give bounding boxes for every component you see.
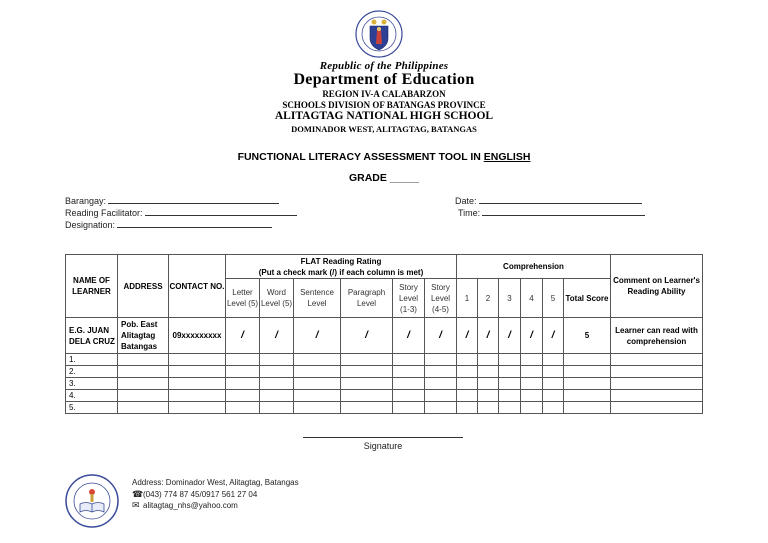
check-mark: / (499, 318, 521, 354)
form-title (0, 151, 768, 163)
input-cell[interactable] (457, 366, 478, 378)
flat-subtitle: (Put a check mark (/) if each column is met) (258, 267, 424, 277)
republic-heading: Republic of the Philippines (319, 60, 449, 72)
example-name: E.G. JUAN DELA CRUZ (66, 318, 118, 354)
input-cell[interactable] (425, 378, 457, 390)
input-cell[interactable] (543, 366, 564, 378)
input-cell[interactable] (393, 390, 425, 402)
example-total-score: 5 (564, 318, 611, 354)
department-heading: Department of Education (293, 71, 475, 88)
header-row-1 (66, 255, 703, 279)
input-cell[interactable] (457, 378, 478, 390)
input-cell[interactable] (478, 354, 499, 366)
input-cell[interactable] (260, 366, 294, 378)
check-mark: / (260, 318, 294, 354)
input-cell[interactable] (260, 378, 294, 390)
reading-facilitator-field[interactable] (65, 207, 297, 218)
check-mark: / (341, 318, 393, 354)
comprehension-5-header: 5 (543, 279, 564, 318)
input-cell[interactable] (226, 354, 260, 366)
input-cell[interactable] (499, 390, 521, 402)
check-mark: / (457, 318, 478, 354)
time-field[interactable] (458, 207, 645, 218)
input-cell[interactable] (478, 378, 499, 390)
form-title-prefix: FUNCTIONAL LITERACY ASSESSMENT TOOL IN (237, 151, 484, 163)
word-level-header: Word Level (5) (260, 279, 294, 318)
barangay-label: Barangay: (65, 196, 107, 206)
flat-reading-header (226, 255, 457, 279)
input-cell[interactable] (226, 402, 260, 414)
comprehension-1-header: 1 (457, 279, 478, 318)
time-label: Time: (458, 208, 481, 218)
check-mark: / (294, 318, 341, 354)
date-field[interactable] (455, 195, 642, 206)
signature-line[interactable] (303, 437, 463, 438)
reading-facilitator-line[interactable] (145, 207, 297, 216)
input-cell[interactable] (543, 402, 564, 414)
row-number: 3. (66, 378, 118, 390)
input-cell[interactable] (341, 366, 393, 378)
example-row (66, 318, 703, 354)
example-contact: 09xxxxxxxxx (169, 318, 226, 354)
example-comment: Learner can read with comprehension (611, 318, 703, 354)
school-logo-icon (65, 474, 119, 528)
input-cell[interactable] (169, 354, 226, 366)
input-cell[interactable] (564, 378, 611, 390)
input-cell[interactable] (457, 390, 478, 402)
input-cell[interactable] (425, 354, 457, 366)
input-cell[interactable] (499, 354, 521, 366)
input-cell[interactable] (118, 390, 169, 402)
footer-phone-line (132, 489, 257, 500)
story-level-4-5-header: Story Level (4-5) (425, 279, 457, 318)
input-cell[interactable] (294, 390, 341, 402)
comprehension-4-header: 4 (521, 279, 543, 318)
input-cell[interactable] (478, 402, 499, 414)
flat-title: FLAT Reading Rating (300, 256, 382, 266)
letter-level-header: Letter Level (5) (226, 279, 260, 318)
story-level-1-3-header: Story Level (1-3) (393, 279, 425, 318)
input-cell[interactable] (169, 378, 226, 390)
input-cell[interactable] (611, 378, 703, 390)
input-cell[interactable] (294, 402, 341, 414)
time-line[interactable] (482, 207, 645, 216)
input-cell[interactable] (457, 402, 478, 414)
input-cell[interactable] (341, 390, 393, 402)
input-cell[interactable] (543, 378, 564, 390)
input-cell[interactable] (499, 366, 521, 378)
input-cell[interactable] (294, 366, 341, 378)
input-cell[interactable] (226, 390, 260, 402)
input-cell[interactable] (478, 390, 499, 402)
table-row (66, 402, 703, 414)
input-cell[interactable] (457, 354, 478, 366)
check-mark: / (543, 318, 564, 354)
footer-phone: (043) 774 87 45/0917 561 27 04 (143, 490, 258, 499)
input-cell[interactable] (478, 366, 499, 378)
check-mark: / (226, 318, 260, 354)
input-cell[interactable] (169, 402, 226, 414)
check-mark: / (425, 318, 457, 354)
input-cell[interactable] (226, 366, 260, 378)
input-cell[interactable] (341, 378, 393, 390)
footer-address: Address: Dominador West, Alitagtag, Batangas (132, 478, 299, 487)
input-cell[interactable] (118, 354, 169, 366)
sentence-level-header: Sentence Level (294, 279, 341, 318)
input-cell[interactable] (393, 354, 425, 366)
input-cell[interactable] (521, 354, 543, 366)
comprehension-3-header: 3 (499, 279, 521, 318)
input-cell[interactable] (294, 354, 341, 366)
barangay-line[interactable] (108, 195, 279, 204)
input-cell[interactable] (294, 378, 341, 390)
input-cell[interactable] (393, 378, 425, 390)
footer-email-line (132, 500, 238, 511)
input-cell[interactable] (260, 354, 294, 366)
assessment-table (65, 254, 703, 414)
designation-line[interactable] (117, 219, 272, 228)
barangay-field[interactable] (65, 195, 279, 206)
comprehension-2-header: 2 (478, 279, 499, 318)
input-cell[interactable] (393, 366, 425, 378)
input-cell[interactable] (393, 402, 425, 414)
input-cell[interactable] (169, 390, 226, 402)
total-score-header: Total Score (564, 279, 611, 318)
table-row (66, 378, 703, 390)
designation-field[interactable] (65, 219, 272, 230)
input-cell[interactable] (564, 390, 611, 402)
input-cell[interactable] (118, 366, 169, 378)
region-heading: REGION IV-A CALABARZON (322, 89, 446, 99)
input-cell[interactable] (260, 402, 294, 414)
name-header: NAME OF LEARNER (66, 255, 118, 318)
deped-seal-icon (355, 10, 403, 58)
paragraph-level-header: Paragraph Level (341, 279, 393, 318)
grade-label: GRADE _____ (348, 172, 420, 184)
input-cell[interactable] (543, 390, 564, 402)
reading-facilitator-label: Reading Facilitator: (65, 208, 143, 218)
address-header: ADDRESS (118, 255, 169, 318)
row-number: 4. (66, 390, 118, 402)
row-number: 1. (66, 354, 118, 366)
comprehension-header: Comprehension (457, 255, 611, 279)
example-address: Pob. East Alitagtag Batangas (118, 318, 169, 354)
input-cell[interactable] (425, 390, 457, 402)
input-cell[interactable] (499, 402, 521, 414)
input-cell[interactable] (543, 354, 564, 366)
input-cell[interactable] (425, 402, 457, 414)
telephone-icon: ☎ (132, 489, 144, 499)
table-row (66, 354, 703, 366)
input-cell[interactable] (499, 378, 521, 390)
check-mark: / (521, 318, 543, 354)
school-address: DOMINADOR WEST, ALITAGTAG, BATANGAS (291, 124, 477, 134)
input-cell[interactable] (341, 402, 393, 414)
input-cell[interactable] (260, 390, 294, 402)
input-cell[interactable] (169, 366, 226, 378)
input-cell[interactable] (521, 402, 543, 414)
school-heading: ALITAGTAG NATIONAL HIGH SCHOOL (274, 110, 494, 122)
contact-header: CONTACT NO. (169, 255, 226, 318)
input-cell[interactable] (564, 354, 611, 366)
footer-email[interactable]: alitagtag_nhs@yahoo.com (143, 501, 238, 510)
input-cell[interactable] (611, 402, 703, 414)
envelope-icon: ✉ (132, 500, 140, 510)
input-cell[interactable] (425, 366, 457, 378)
input-cell[interactable] (118, 378, 169, 390)
input-cell[interactable] (611, 390, 703, 402)
input-cell[interactable] (564, 402, 611, 414)
signature-label: Signature (363, 441, 403, 451)
input-cell[interactable] (564, 366, 611, 378)
date-line[interactable] (479, 195, 642, 204)
comment-header: Comment on Learner's Reading Ability (611, 255, 703, 318)
division-heading: SCHOOLS DIVISION OF BATANGAS PROVINCE (282, 100, 486, 110)
row-number: 2. (66, 366, 118, 378)
input-cell[interactable] (521, 366, 543, 378)
input-cell[interactable] (226, 378, 260, 390)
check-mark: / (393, 318, 425, 354)
input-cell[interactable] (521, 390, 543, 402)
input-cell[interactable] (118, 402, 169, 414)
input-cell[interactable] (611, 354, 703, 366)
form-title-subject: ENGLISH (483, 151, 531, 163)
date-label: Date: (455, 196, 477, 206)
table-row (66, 390, 703, 402)
input-cell[interactable] (341, 354, 393, 366)
row-number: 5. (66, 402, 118, 414)
check-mark: / (478, 318, 499, 354)
designation-label: Designation: (65, 220, 116, 230)
input-cell[interactable] (521, 378, 543, 390)
table-row (66, 366, 703, 378)
input-cell[interactable] (611, 366, 703, 378)
